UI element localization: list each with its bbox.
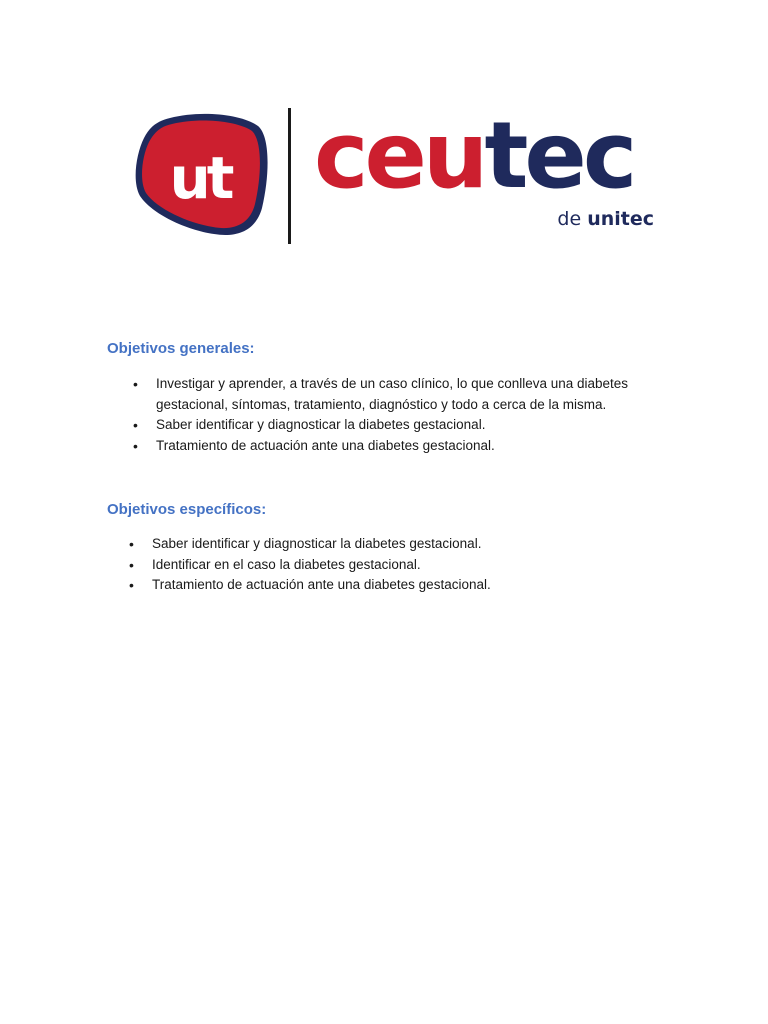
bullet-icon: • <box>133 376 138 392</box>
bullet-icon: • <box>129 536 134 552</box>
section-objetivos-especificos <box>107 500 667 596</box>
logo-divider <box>288 108 291 244</box>
bullet-list <box>107 374 667 456</box>
list-item <box>107 415 667 436</box>
logo-word-ceu: ceu <box>314 102 485 209</box>
list-item-text: Saber identificar y diagnosticar la diabetes gestacional. <box>156 417 486 432</box>
list-item <box>107 374 667 415</box>
logo-word-tec: tec <box>484 102 634 209</box>
bullet-list <box>107 534 667 596</box>
list-item <box>107 575 667 596</box>
logo-wordmark <box>314 102 634 209</box>
ceutec-logo <box>130 104 660 249</box>
list-item <box>107 534 667 555</box>
list-item-text: Identificar en el caso la diabetes gestacional. <box>152 556 421 572</box>
section-heading: Objetivos generales: <box>107 340 255 357</box>
list-item-text: Investigar y aprender, a través de un caso clínico, lo que conlleva una diabetes gestacional, síntomas, tratamiento, diagnóstico y todo a cerca de la misma. <box>156 376 629 412</box>
section-heading: Objetivos específicos: <box>107 501 267 518</box>
list-item-text: Saber identificar y diagnosticar la diabetes gestacional. <box>152 536 482 551</box>
list-item <box>107 436 667 457</box>
list-item <box>107 555 667 576</box>
bullet-icon: • <box>129 577 134 593</box>
list-item-text: Tratamiento de actuación ante una diabetes gestacional. <box>152 577 491 592</box>
ut-emblem-text: ut <box>169 144 231 212</box>
ut-emblem-icon <box>130 104 280 249</box>
bullet-icon: • <box>129 556 134 573</box>
logo-sub-brand: unitec <box>587 208 654 230</box>
section-objetivos-generales <box>107 339 667 456</box>
bullet-icon: • <box>133 437 138 454</box>
bullet-icon: • <box>133 417 138 433</box>
list-item-text: Tratamiento de actuación ante una diabetes gestacional. <box>156 437 495 453</box>
logo-sub-prefix: de <box>557 208 582 230</box>
logo-subtitle <box>557 210 654 229</box>
